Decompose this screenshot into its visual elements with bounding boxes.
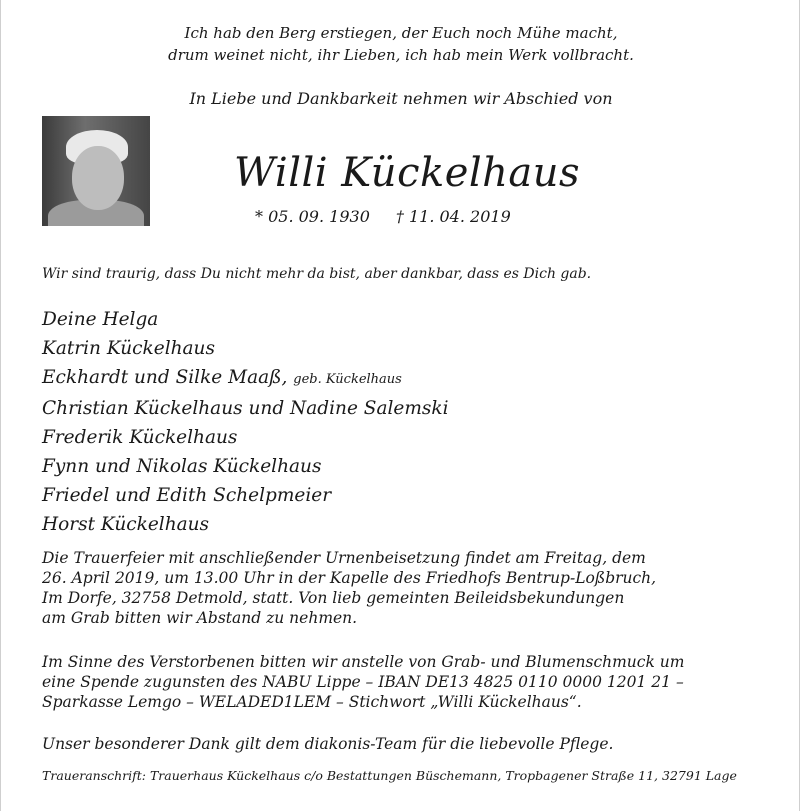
memorial-quote: Wir sind traurig, dass Du nicht mehr da bist, aber dankbar, dass es Dich gab. — [42, 266, 592, 282]
family-member: Frederik Kückelhaus — [42, 427, 238, 448]
poem — [1, 22, 800, 66]
donation-line: Sparkasse Lemgo – WELADED1LEM – Stichwort „Willi Kückelhaus“. — [42, 693, 582, 711]
ceremony-paragraph — [42, 548, 656, 628]
family-member: Deine Helga — [42, 309, 159, 330]
death-date: † 11. 04. 2019 — [395, 207, 511, 226]
family-member: Friedel und Edith Schelpmeier — [42, 485, 332, 506]
life-dates — [255, 207, 537, 226]
intro-text: In Liebe und Dankbarkeit nehmen wir Abschied von — [189, 89, 613, 108]
thanks-line: Unser besonderer Dank gilt dem diakonis-Team für die liebevolle Pflege. — [42, 735, 614, 753]
donation-paragraph — [42, 652, 684, 712]
family-member-name: Eckhardt und Silke Maaß, — [42, 367, 288, 388]
deceased-name: Willi Kückelhaus — [234, 150, 581, 196]
maiden-name-note: geb. Kückelhaus — [293, 372, 402, 387]
ceremony-line: 26. April 2019, um 13.00 Uhr in der Kapelle des Friedhofs Bentrup-Loßbruch, — [42, 569, 657, 587]
ceremony-line: Im Dorfe, 32758 Detmold, statt. Von lieb gemeinten Beileidsbekundungen — [42, 589, 625, 607]
family-member: Fynn und Nikolas Kückelhaus — [42, 456, 322, 477]
donation-line: Im Sinne des Verstorbenen bitten wir anstelle von Grab- und Blumenschmuck um — [42, 653, 685, 671]
family-member: Horst Kückelhaus — [42, 514, 210, 535]
birth-date: * 05. 09. 1930 — [255, 207, 370, 226]
family-list — [42, 305, 449, 539]
poem-line-1: Ich hab den Berg erstiegen, der Euch noch Mühe macht, — [184, 24, 618, 42]
portrait-photo — [42, 116, 150, 226]
donation-line: eine Spende zugunsten des NABU Lippe – IBAN DE13 4825 0110 0000 1201 21 – — [42, 673, 684, 691]
family-member: Christian Kückelhaus und Nadine Salemski — [42, 398, 449, 419]
ceremony-line: am Grab bitten wir Abstand zu nehmen. — [42, 609, 358, 627]
poem-line-2: drum weinet nicht, ihr Lieben, ich hab mein Werk vollbracht. — [168, 46, 634, 64]
thanks-paragraph — [42, 734, 613, 754]
family-member — [42, 363, 449, 394]
ceremony-line: Die Trauerfeier mit anschließender Urnenbeisetzung findet am Freitag, dem — [42, 549, 646, 567]
mourning-address: Traueranschrift: Trauerhaus Kückelhaus c/o Bestattungen Büschemann, Tropbagener Straße 11, 32791 Lage — [42, 768, 737, 783]
family-member: Katrin Kückelhaus — [42, 338, 215, 359]
